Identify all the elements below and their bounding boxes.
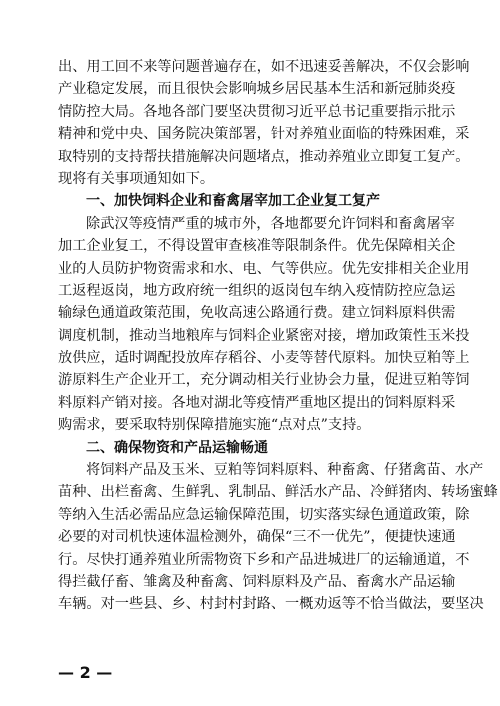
- paragraph-line: 工返程返岗，地方政府统一组织的返岗包车纳入疫情防控应急运: [58, 282, 456, 299]
- section-heading: 一、加快饲料企业和畜禽屠宰加工企业复工复产: [86, 193, 380, 210]
- paragraph-line: 将饲料产品及玉米、豆粕等饲料原料、种畜禽、仔猪禽苗、水产: [86, 462, 484, 479]
- paragraph-line: 等纳入生活必需品应急运输保障范围，切实落实绿色通道政策，除: [58, 506, 470, 523]
- paragraph-line: 产业稳定发展，而且很快会影响城乡居民基本生活和新冠肺炎疫: [58, 81, 456, 98]
- paragraph-line: 得拦截仔畜、雏禽及种畜禽、饲料原料及产品、畜禽水产品运输: [58, 573, 456, 590]
- paragraph-line: 放供应，适时调配投放库存稻谷、小麦等替代原料。加快豆粕等上: [58, 350, 470, 367]
- paragraph-line: 业的人员防护物资需求和水、电、气等供应。优先安排相关企业用: [58, 260, 470, 277]
- paragraph-line: 现将有关事项通知如下。: [58, 170, 215, 187]
- paragraph-line: 输绿色通道政策范围，免收高速公路通行费。建立饲料原料供需: [58, 305, 456, 322]
- paragraph-line: 调度机制，推动当地粮库与饲料企业紧密对接，增加政策性玉米投: [58, 327, 470, 344]
- paragraph-line: 行。尽快打通养殖业所需物资下乡和产品进城进厂的运输通道，不: [58, 551, 470, 568]
- paragraph-line: 游原料生产企业开工，充分调动相关行业协会力量，促进豆粕等饲: [58, 372, 470, 389]
- page-number: — 2 —: [58, 663, 113, 682]
- paragraph-line: 情防控大局。各地各部门要坚决贯彻习近平总书记重要指示批示: [58, 103, 456, 120]
- paragraph-line: 出、用工回不来等问题普遍存在，如不迅速妥善解决，不仅会影响: [58, 59, 470, 75]
- paragraph-line: 购需求，要采取特别保障措施实施“点对点”支持。: [58, 417, 371, 434]
- paragraph-line: 车辆。对一些县、乡、村封村封路、一概劝返等不恰当做法，要坚决: [58, 596, 484, 613]
- paragraph-line: 精神和党中央、国务院决策部署，针对养殖业面临的特殊困难，采: [58, 126, 470, 143]
- paragraph-line: 必要的对司机快速体温检测外，确保“三不一优先”，便捷快速通: [58, 529, 456, 546]
- paragraph-line: 除武汉等疫情严重的城市外，各地都要允许饲料和畜禽屠宰: [86, 215, 455, 232]
- document-body: [58, 56, 498, 616]
- section-heading: 二、确保物资和产品运输畅通: [86, 439, 268, 456]
- paragraph-line: 苗种、出栏畜禽、生鲜乳、乳制品、鲜活水产品、冷鲜猪肉、转场蜜蜂: [58, 484, 498, 501]
- paragraph-line: 加工企业复工，不得设置审查核准等限制条件。优先保障相关企: [58, 238, 456, 255]
- paragraph-line: 取特别的支持帮扶措施解决问题堵点，推动养殖业立即复工复产。: [58, 148, 470, 165]
- paragraph-line: 料原料产销对接。各地对湖北等疫情严重地区提出的饲料原料采: [58, 394, 456, 411]
